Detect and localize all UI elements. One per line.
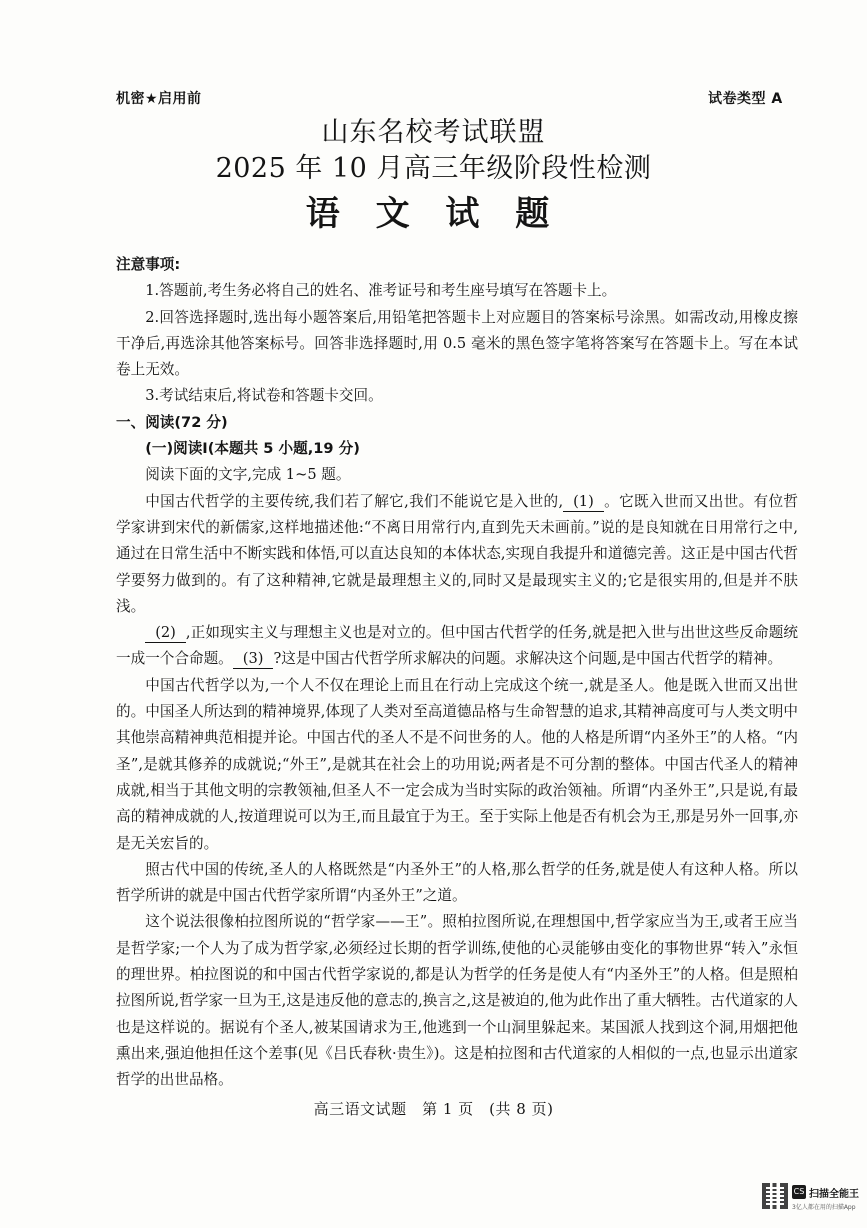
fill-blank-2: (2) [145,624,186,643]
passage-text: ?这是中国古代哲学所求解决的问题。求解决这个问题,是中国古代哲学的精神。 [273,650,783,668]
section-subheading [145,436,798,462]
passage-paragraph-3: 中国古代哲学以为,一个人不仅在理论上而且在行动上完成这个统一,就是圣人。他是既入世而又出世的。中国圣人所达到的精神境界,体现了人类对至高道德品格与生命智慧的追求,其精神高度可与人类文明中其他崇高精神典范相提并论。中国古代的圣人不是不问世务的人。他的人格是所谓“内圣外王”的人格。“内圣”,是就其修养的成就说;“外王”,是就其在社会上的功用说;两者是不可分割的整体。中国古代圣人的精神成就,相当于其他文明的宗教领袖,但圣人不一定会成为当时实际的政治领袖。所谓“内圣外王”,只是说,有最高的精神成就的人,按道理说可以为王,而且最宜于为王。至于实际上他是否有机会为王,那是另外一回事,亦是无关宏旨的。 [116,676,798,852]
exam-body [116,252,798,1094]
note-item-1: 1.答题前,考生务必将自己的姓名、准考证号和考生座号填写在答题卡上。 [145,282,617,300]
passage-text: ,正如现实主义与理想主义也是对立的。但中国古代哲学的任务,就是把入世与出世这些反命题统一成一个合命题。 [116,624,798,668]
passage-text: 中国古代哲学的主要传统,我们若了解它,我们不能说它是入世的, [145,492,564,510]
exam-organizer-title: 山东名校考试联盟 [321,117,546,148]
passage-text: 。它既入世而又出世。有位哲学家讲到宋代的新儒家,这样地描述他:“不离日用常行内,直到先天未画前。”说的是良知就在日用常行之中,通过在日常生活中不断实践和体悟,可以直达良知的本体状态,实现自我提升和道德完善。这正是中国古代哲学要努力做到的。有了这种精神,它就是最理想主义的,同时又是最现实主义的;它是很实用的,但是并不肤浅。 [116,492,798,615]
camscanner-logo-icon: CS [792,1185,806,1199]
reading-part-label: (一)阅读Ⅰ(本题共 5 小题,19 分) [145,440,360,458]
qr-code-icon [762,1183,788,1209]
note-item-3: 3.考试结束后,将试卷和答题卡交回。 [145,387,383,405]
fill-blank-1: (1) [563,493,604,512]
passage-paragraph-4: 照古代中国的传统,圣人的人格既然是“内圣外王”的人格,那么哲学的任务,就是使人有这种人格。所以哲学所讲的就是中国古代哲学家所谓“内圣外王”之道。 [116,860,798,905]
passage-paragraph-5: 这个说法很像柏拉图所说的“哲学家——王”。照柏拉图所说,在理想国中,哲学家应当为王,或者王应当是哲学家;一个人为了成为哲学家,必须经过长期的哲学训练,使他的心灵能够由变化的事物世界“转入”永恒的理世界。柏拉图说的和中国古代哲学家说的,都是认为哲学的任务是使人有“内圣外王”的人格。但是照柏拉图所说,哲学家一旦为王,这是违反他的意志的,换言之,这是被迫的,他为此作出了重大牺牲。古代道家的人也是这样说的。据说有个圣人,被某国请求为王,他逃到一个山洞里躲起来。某国派人找到这个洞,用烟把他熏出来,强迫他担任这个差事(见《吕氏春秋·贵生》)。这是柏拉图和古代道家的人相似的一点,也显示出道家哲学的出世品格。 [116,913,798,1089]
scanner-app-tagline: 3亿人都在用的扫描App [792,1204,856,1211]
scanner-watermark [762,1183,859,1219]
passage-paragraph-2 [116,620,798,673]
fill-blank-3: (3) [233,650,274,669]
notes-heading: 注意事项: [116,256,181,273]
section-heading: 一、阅读(72 分) [116,413,228,431]
confidential-label: 机密★启用前 [116,91,202,107]
reading-instruction: 阅读下面的文字,完成 1~5 题。 [145,466,351,484]
exam-session-title: 2025 年 10 月高三年级阶段性检测 [215,153,652,184]
page-footer: 高三语文试题 第 1 页 (共 8 页) [313,1100,554,1118]
subject-title: 语 文 试 题 [305,194,562,234]
passage-paragraph-1 [116,489,798,620]
paper-type-label: 试卷类型 A [708,91,783,107]
scanner-app-name: 扫描全能王 [809,1189,859,1200]
note-item-2: 2.回答选择题时,选出每小题答案后,用铅笔把答题卡上对应题目的答案标号涂黑。如需改动,用橡皮擦干净后,再选涂其他答案标号。回答非选择题时,用 0.5 毫米的黑色签字笔将答案写在答题卡上。写在本试卷上无效。 [116,308,798,379]
